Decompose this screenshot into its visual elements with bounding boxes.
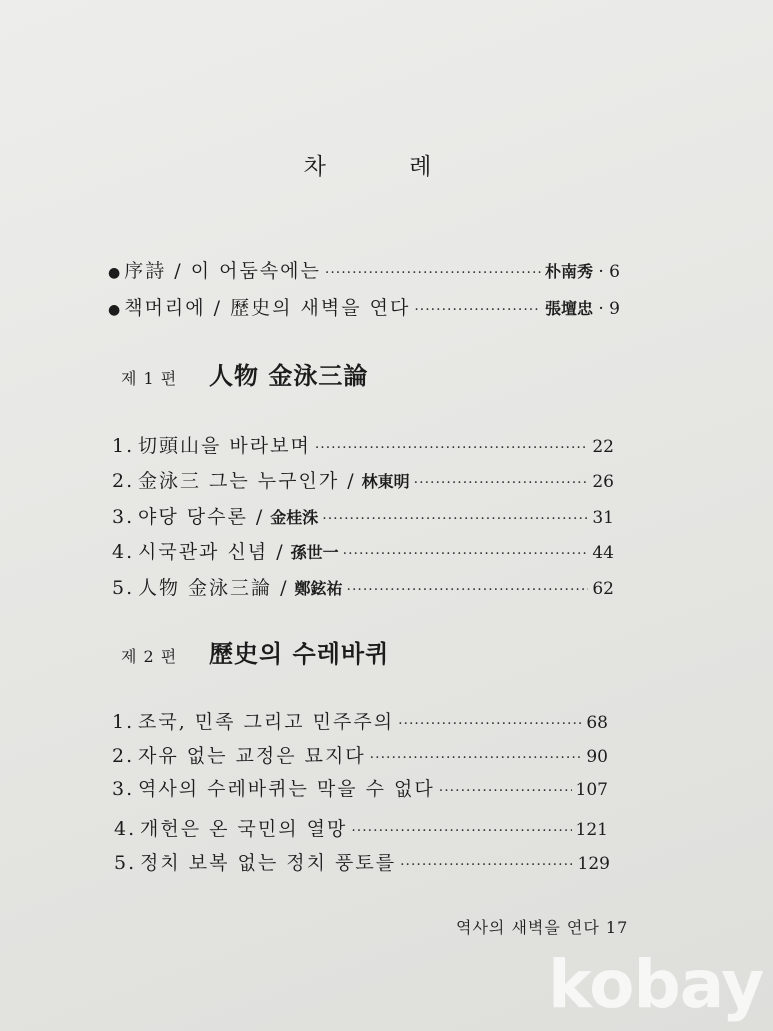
page-number: 90 xyxy=(586,747,608,767)
watermark-logo: kobay xyxy=(548,946,764,1023)
toc-entry xyxy=(112,573,614,600)
entry-label: 5. 人物 金泳三論 / xyxy=(112,577,289,599)
author: 金桂洙 xyxy=(270,508,319,527)
page-number: 121 xyxy=(575,820,608,840)
dot-leader xyxy=(370,750,583,766)
bullet-icon: ● xyxy=(108,302,123,318)
part-heading xyxy=(121,356,368,391)
part-title: 人物 金泳三論 xyxy=(209,361,369,390)
page-number: · 9 xyxy=(598,299,620,319)
front-matter-label: ● 책머리에 / 歷史의 새벽을 연다 xyxy=(108,297,411,319)
entry-label: 2. 자유 없는 교정은 묘지다 xyxy=(112,745,366,767)
page-number: 129 xyxy=(577,854,610,874)
author: 張壇忠 xyxy=(544,299,593,318)
dot-leader xyxy=(322,511,588,527)
toc-entry xyxy=(112,741,608,768)
dot-leader xyxy=(439,783,572,799)
page-number: 26 xyxy=(592,472,614,492)
dot-leader xyxy=(325,265,541,281)
entry-label: 3. 야당 당수론 / xyxy=(112,506,265,528)
front-matter-row xyxy=(108,256,620,283)
running-footer: 역사의 새벽을 연다 17 xyxy=(456,918,629,937)
entry-label: 4. 개헌은 온 국민의 열망 xyxy=(114,818,348,840)
front-matter-label: ● 序詩 / 이 어둠속에는 xyxy=(108,260,321,282)
dot-leader xyxy=(414,475,589,491)
author: 林東明 xyxy=(361,472,410,491)
page-number: 22 xyxy=(592,437,614,457)
entry-label: 2. 金泳三 그는 누구인가 / xyxy=(112,470,356,492)
toc-entry xyxy=(114,848,610,875)
entry-label: 1. 切頭山을 바라보며 xyxy=(112,435,311,457)
entry-label: 5. 정치 보복 없는 정치 풍토를 xyxy=(114,852,397,874)
dot-leader xyxy=(400,857,573,873)
dot-leader xyxy=(347,582,589,598)
dot-leader xyxy=(315,440,589,456)
toc-entry xyxy=(112,707,608,734)
author: 朴南秀 xyxy=(544,262,593,281)
part-label: 제 2 편 xyxy=(121,647,178,666)
page-number: · 6 xyxy=(598,262,620,282)
front-matter-row xyxy=(108,293,620,320)
author: 鄭鉉祐 xyxy=(294,579,343,598)
toc-entry xyxy=(114,814,608,841)
dot-leader xyxy=(343,546,589,562)
part-heading xyxy=(121,634,389,669)
dot-leader xyxy=(398,716,582,732)
toc-entry xyxy=(112,537,614,564)
dot-leader xyxy=(414,302,541,318)
bullet-icon: ● xyxy=(108,265,123,281)
toc-entry xyxy=(112,774,608,801)
entry-label: 4. 시국관과 신념 / xyxy=(112,541,285,563)
page-number: 44 xyxy=(592,543,614,563)
entry-label: 3. 역사의 수레바퀴는 막을 수 없다 xyxy=(112,778,435,800)
part-label: 제 1 편 xyxy=(121,369,178,388)
page-number: 68 xyxy=(586,713,608,733)
part-title: 歷史의 수레바퀴 xyxy=(209,639,390,668)
page-number: 107 xyxy=(575,780,608,800)
dot-leader xyxy=(351,823,571,839)
page-number: 31 xyxy=(592,508,614,528)
author: 孫世一 xyxy=(290,543,339,562)
toc-title: 차 례 xyxy=(303,154,470,180)
toc-entry xyxy=(112,431,614,458)
page-number: 62 xyxy=(592,579,614,599)
entry-label: 1. 조국, 민족 그리고 민주주의 xyxy=(112,711,395,733)
toc-entry xyxy=(112,502,614,529)
toc-entry xyxy=(112,466,614,493)
